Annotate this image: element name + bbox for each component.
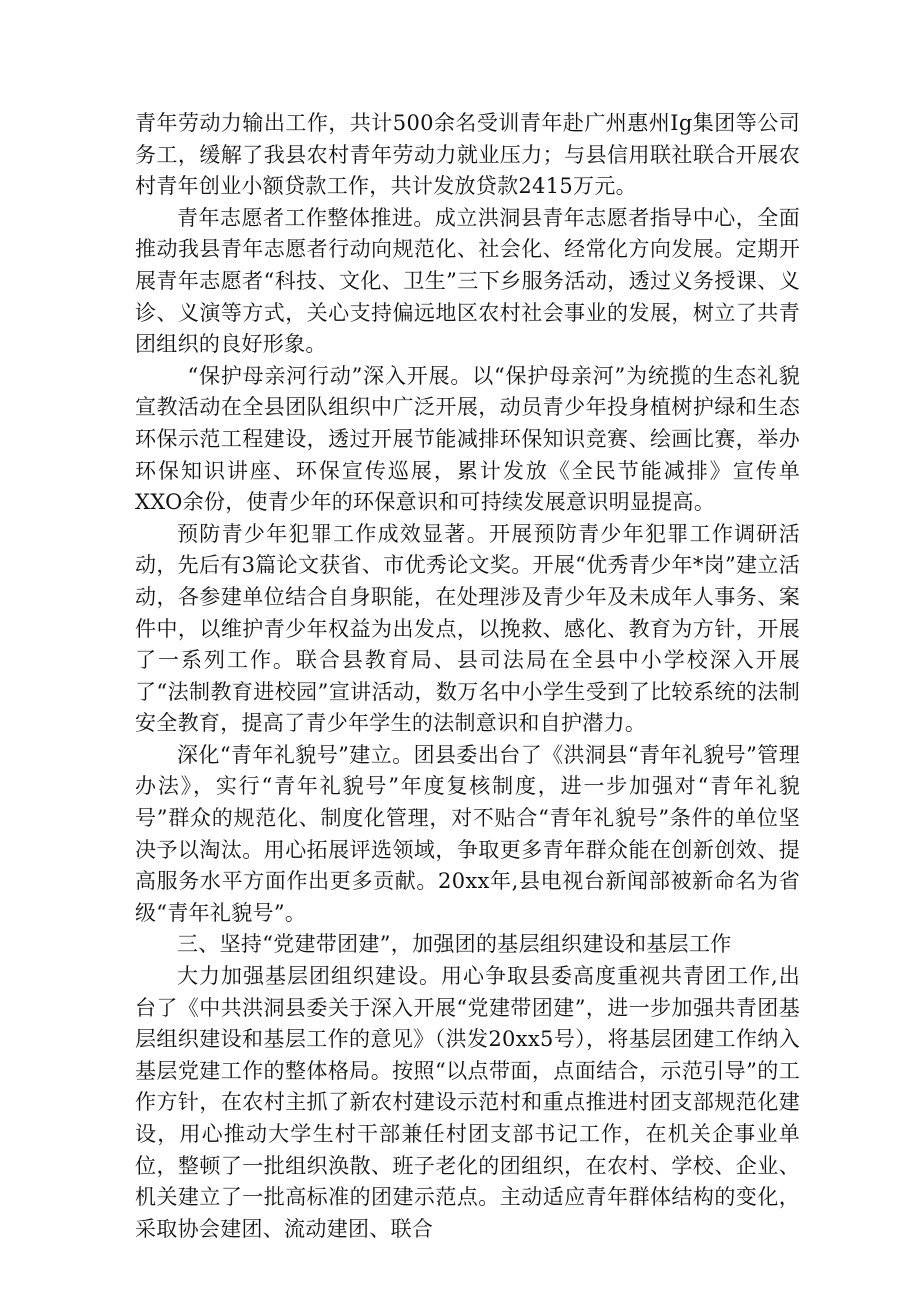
paragraph-grassroots-organization: 大力加强基层团组织建设。用心争取县委高度重视共青团工作,出台了《中共洪洞县委关于深入开展“党建带团建”，进一步加强共青团基层组织建设和基层工作的意见》（洪发20xx5号），将基层团建工作纳入基层党建工作的整体格局。按照“以点带面，点面结合，示范引导”的工作方针，在农村主抓了新农村建设示范村和重点推进村团支部规范化建设，用心推动大学生村干部兼任村团支部书记工作，在机关企事业单位，整顿了一批组织涣散、班子老化的团组织，在农村、学校、企业、机关建立了一批高标准的团建示范点。主动适应青年群体结构的变化，采取协会建团、流动建团、联合 xyxy=(135,964,800,1241)
paragraph-labor-output: 青年劳动力输出工作，共计500余名受训青年赴广州惠州Ig集团等公司务工，缓解了我县农村青年劳动力就业压力；与县信用联社联合开展农村青年创业小额贷款工作，共计发放贷款2415万元。 xyxy=(135,111,800,199)
paragraph-volunteers: 青年志愿者工作整体推进。成立洪洞县青年志愿者指导中心，全面推动我县青年志愿者行动向规范化、社会化、经常化方向发展。定期开展青年志愿者“科技、文化、卫生”三下乡服务活动，透过义务授课、义诊、义演等方式，关心支持偏远地区农村社会事业的发展，树立了共青团组织的良好形象。 xyxy=(135,205,800,357)
section-heading-party-building: 三、坚持“党建带团建”，加强团的基层组织建设和基层工作 xyxy=(177,932,732,957)
paragraph-mother-river: “保护母亲河行动”深入开展。以“保护母亲河”为统揽的生态礼貌宣教活动在全县团队组织中广泛开展，动员青少年投身植树护绿和生态环保示范工程建设，透过开展节能减排环保知识竞赛、绘画比赛，举办环保知识讲座、环保宣传巡展，累计发放《全民节能减排》宣传单XXO余份，使青少年的环保意识和可持续发展意识明显提高。 xyxy=(135,363,800,515)
paragraph-youth-civility: 深化“青年礼貌号”建立。团县委出台了《洪洞县“青年礼貌号”管理办法》，实行“青年礼貌号”年度复核制度，进一步加强对“青年礼貌号”群众的规范化、制度化管理，对不贴合“青年礼貌号”条件的单位坚决予以淘汰。用心拓展评选领域，争取更多青年群众能在创新创效、提高服务水平方面作出更多贡献。20xx年,县电视台新闻部被新命名为省级“青年礼貌号”。 xyxy=(135,742,800,925)
paragraph-crime-prevention: 预防青少年犯罪工作成效显著。开展预防青少年犯罪工作调研活动，先后有3篇论文获省、市优秀论文奖。开展“优秀青少年*岗”建立活动，各参建单位结合自身职能，在处理涉及青少年及未成年人事务、案件中，以维护青少年权益为出发点，以挽救、感化、教育为方针，开展了一系列工作。联合县教育局、县司法局在全县中小学校深入开展了“法制教育进校园”宣讲活动，数万名中小学生受到了比较系统的法制安全教育，提高了青少年学生的法制意识和自护潜力。 xyxy=(135,521,800,736)
body-text xyxy=(135,108,800,1245)
